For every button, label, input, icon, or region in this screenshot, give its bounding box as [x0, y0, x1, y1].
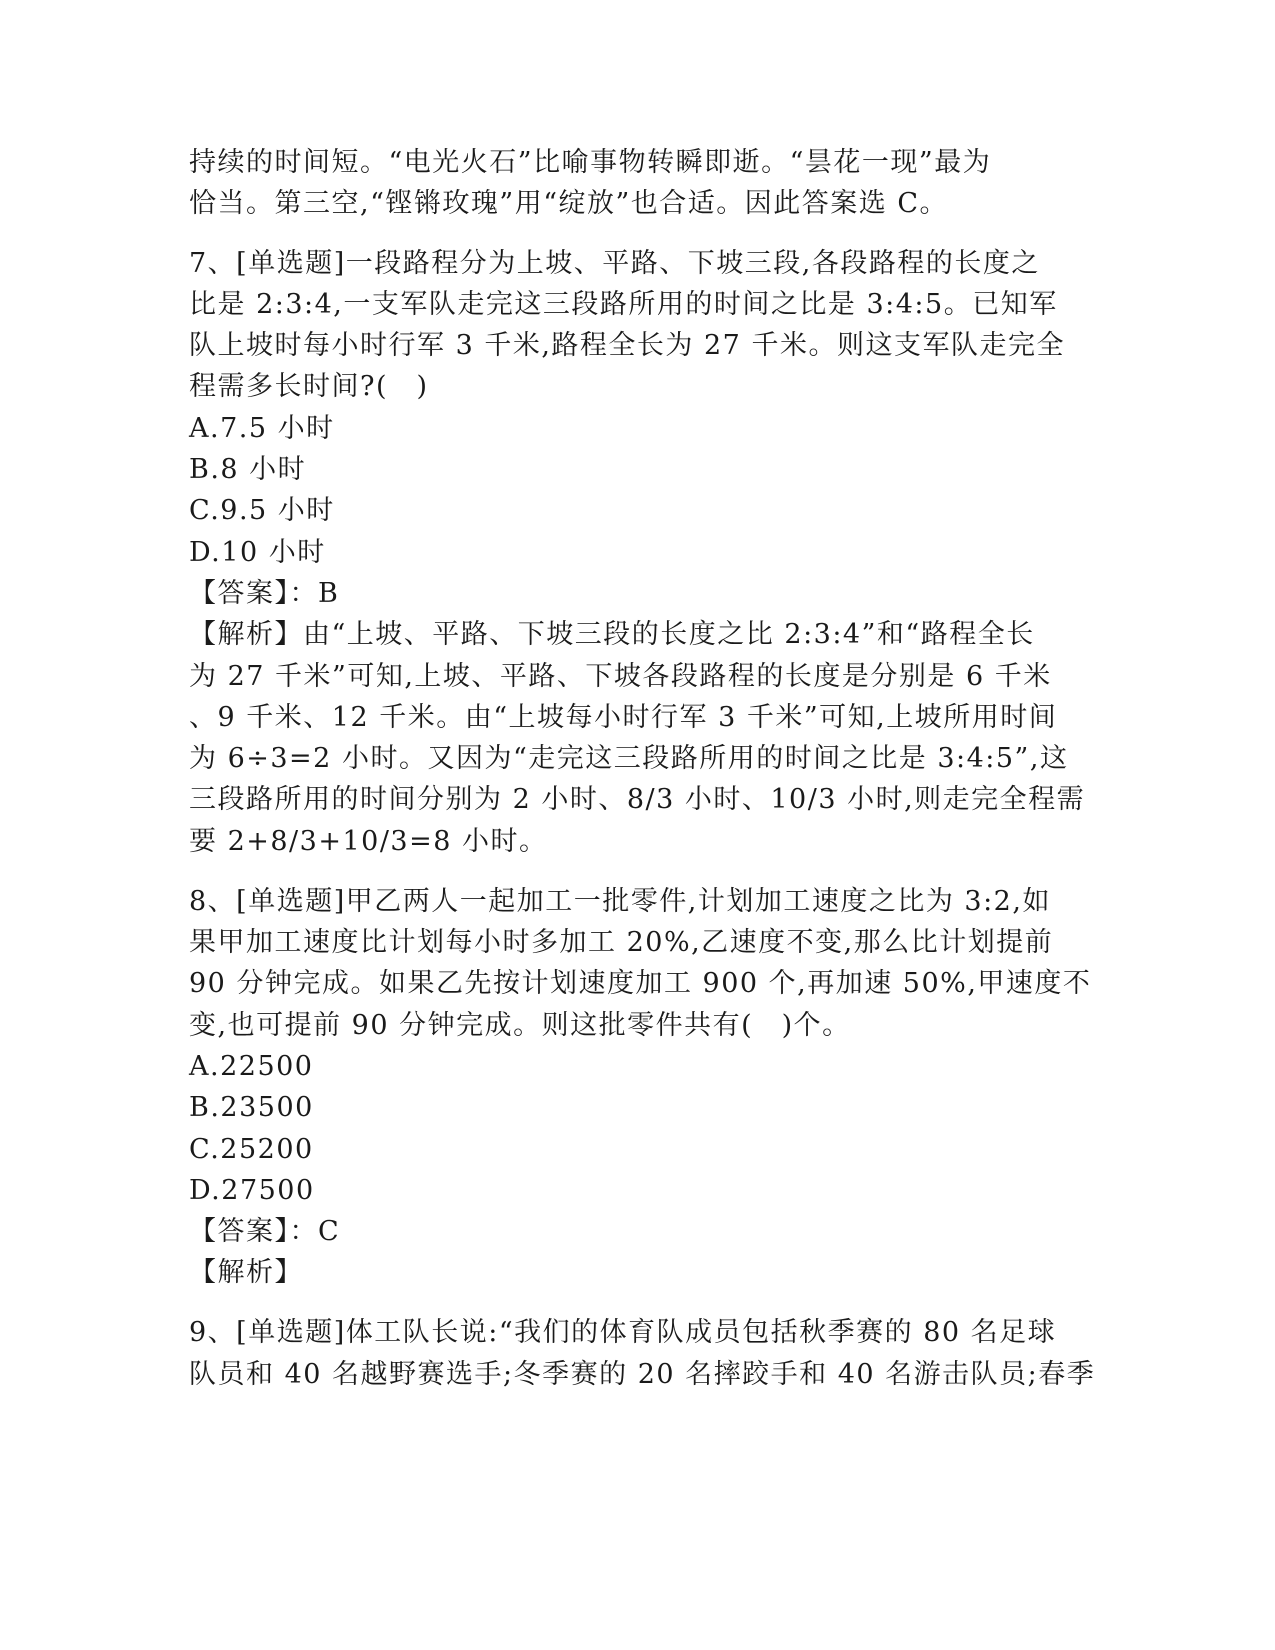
q7-question-line-3: 队上坡时每小时行军 3 千米,路程全长为 27 千米。则这支军队走完全: [189, 330, 1065, 361]
q7-answer: 【答案】：B: [189, 578, 340, 609]
q7-question-line-2: 比是 2:3:4,一支军队走完这三段路所用的时间之比是 3:4:5。已知军: [189, 289, 1058, 320]
q8-question-line-3: 90 分钟完成。如果乙先按计划速度加工 900 个,再加速 50%,甲速度不: [189, 968, 1092, 999]
q8-option-c: C.25200: [189, 1134, 314, 1165]
q8-option-a: A.22500: [189, 1051, 314, 1082]
q7-explanation-line-5: 三段路所用的时间分别为 2 小时、8/3 小时、10/3 小时,则走完全程需: [189, 784, 1086, 815]
q7-question-line-4: 程需多长时间?( ): [189, 371, 429, 402]
q7-question-line-1: 7、[单选题]一段路程分为上坡、平路、下坡三段,各段路程的长度之: [189, 248, 1040, 279]
q7-option-c: C.9.5 小时: [189, 495, 335, 526]
q7-option-d: D.10 小时: [189, 537, 326, 568]
q7-explanation-line-1: 【解析】由“上坡、平路、下坡三段的长度之比 2:3:4”和“路程全长: [189, 619, 1035, 650]
q7-explanation-line-3: 、9 千米、12 千米。由“上坡每小时行军 3 千米”可知,上坡所用时间: [189, 702, 1058, 733]
q8-option-d: D.27500: [189, 1175, 315, 1206]
q8-answer: 【答案】：C: [189, 1216, 341, 1247]
q8-question-line-1: 8、[单选题]甲乙两人一起加工一批零件,计划加工速度之比为 3:2,如: [189, 886, 1051, 917]
q7-option-a: A.7.5 小时: [189, 413, 335, 444]
q7-explanation-line-6: 要 2+8/3+10/3=8 小时。: [189, 826, 548, 857]
q6-explanation-line-2: 恰当。第三空,“铿锵玫瑰”用“绽放”也合适。因此答案选 C。: [189, 188, 949, 219]
q9-question-line-2: 队员和 40 名越野赛选手;冬季赛的 20 名摔跤手和 40 名游击队员;春季: [189, 1359, 1096, 1390]
q8-explanation: 【解析】: [189, 1257, 303, 1288]
q8-option-b: B.23500: [189, 1092, 314, 1123]
q9-question-line-1: 9、[单选题]体工队长说:“我们的体育队成员包括秋季赛的 80 名足球: [189, 1317, 1057, 1348]
q8-question-line-2: 果甲加工速度比计划每小时多加工 20%,乙速度不变,那么比计划提前: [189, 927, 1054, 958]
q7-explanation-line-4: 为 6÷3=2 小时。又因为“走完这三段路所用的时间之比是 3:4:5”,这: [189, 743, 1069, 774]
q8-question-line-4: 变,也可提前 90 分钟完成。则这批零件共有( )个。: [189, 1010, 851, 1041]
q6-explanation-line-1: 持续的时间短。“电光火石”比喻事物转瞬即逝。“昙花一现”最为: [189, 147, 992, 178]
q7-explanation-line-2: 为 27 千米”可知,上坡、平路、下坡各段路程的长度是分别是 6 千米: [189, 661, 1052, 692]
q7-option-b: B.8 小时: [189, 454, 307, 485]
